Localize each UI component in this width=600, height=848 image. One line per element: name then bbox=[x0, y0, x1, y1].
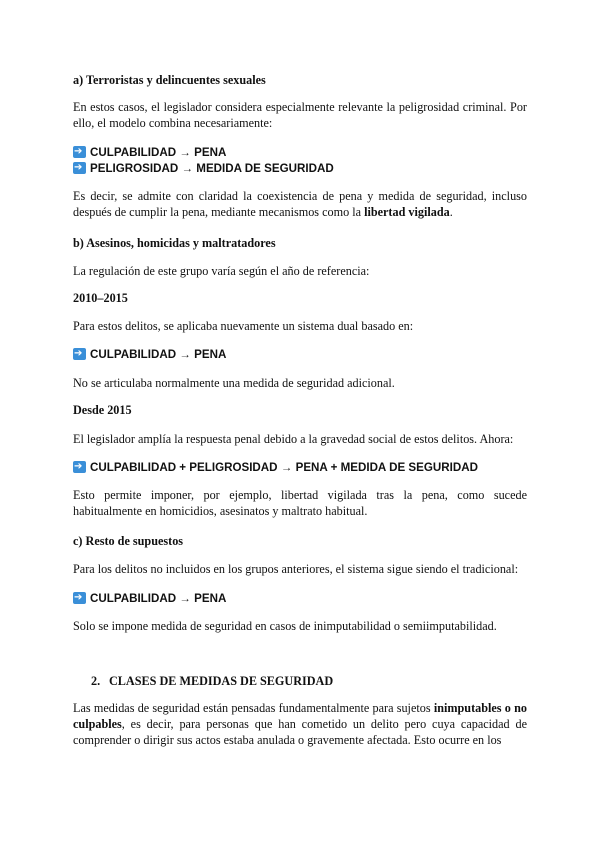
formula-dual: ➔CULPABILIDAD + PELIGROSIDAD → PENA + MEDIDA DE SEGURIDAD bbox=[73, 459, 527, 476]
section-2-heading: 2. CLASES DE MEDIDAS DE SEGURIDAD bbox=[91, 674, 334, 688]
period-1-note: No se articulaba normalmente una medida de seguridad adicional. bbox=[73, 376, 395, 390]
period-2-text: El legislador amplía la respuesta penal debido a la gravedad social de estos delitos. Ahora: bbox=[73, 432, 514, 446]
formula-culpabilidad-pena-1: ➔CULPABILIDAD → PENA bbox=[73, 144, 527, 161]
section-a-conclusion: Es decir, se admite con claridad la coexistencia de pena y medida de seguridad, incluso después de cumplir la pena, mediante mecanismos como la libertad vigilada. bbox=[73, 189, 527, 219]
formula-culpabilidad-pena-2: ➔CULPABILIDAD → PENA bbox=[73, 346, 527, 363]
section-c-heading: c) Resto de supuestos bbox=[73, 534, 184, 548]
right-arrow-icon bbox=[73, 348, 86, 360]
period-2-note: Esto permite imponer, por ejemplo, libertad vigilada tras la pena, como sucede habitualmente en homicidios, asesinatos y maltrato habitual. bbox=[73, 488, 527, 518]
period-desde-2015: Desde 2015 bbox=[73, 403, 132, 417]
section-a-heading: a) Terroristas y delincuentes sexuales bbox=[73, 73, 266, 87]
section-b-heading: b) Asesinos, homicidas y maltratadores bbox=[73, 236, 276, 250]
formula-peligrosidad-medida: ➔PELIGROSIDAD → MEDIDA DE SEGURIDAD bbox=[73, 160, 527, 177]
period-2010-2015: 2010–2015 bbox=[73, 291, 128, 305]
formula-culpabilidad-pena-3: ➔CULPABILIDAD → PENA bbox=[73, 590, 527, 607]
section-c-intro: Para los delitos no incluidos en los grupos anteriores, el sistema sigue siendo el tradicional: bbox=[73, 562, 519, 576]
section-c-note: Solo se impone medida de seguridad en casos de inimputabilidad o semiimputabilidad. bbox=[73, 619, 497, 633]
period-1-text: Para estos delitos, se aplicaba nuevamente un sistema dual basado en: bbox=[73, 319, 414, 333]
right-arrow-icon bbox=[73, 461, 86, 473]
right-arrow-icon bbox=[73, 162, 86, 174]
right-arrow-icon bbox=[73, 592, 86, 604]
section-a-intro: En estos casos, el legislador considera especialmente relevante la peligrosidad criminal. Por ello, el modelo combina necesariamente: bbox=[73, 100, 527, 130]
section-b-intro: La regulación de este grupo varía según el año de referencia: bbox=[73, 264, 370, 278]
section-2-text: Las medidas de seguridad están pensadas fundamentalmente para sujetos inimputables o no culpables, es decir, para personas que han cometido un delito pero cuya capacidad de comprender o dirigir sus actos estaba anulada o gravemente afectada. Esto ocurre en los bbox=[73, 701, 527, 747]
right-arrow-icon bbox=[73, 146, 86, 158]
